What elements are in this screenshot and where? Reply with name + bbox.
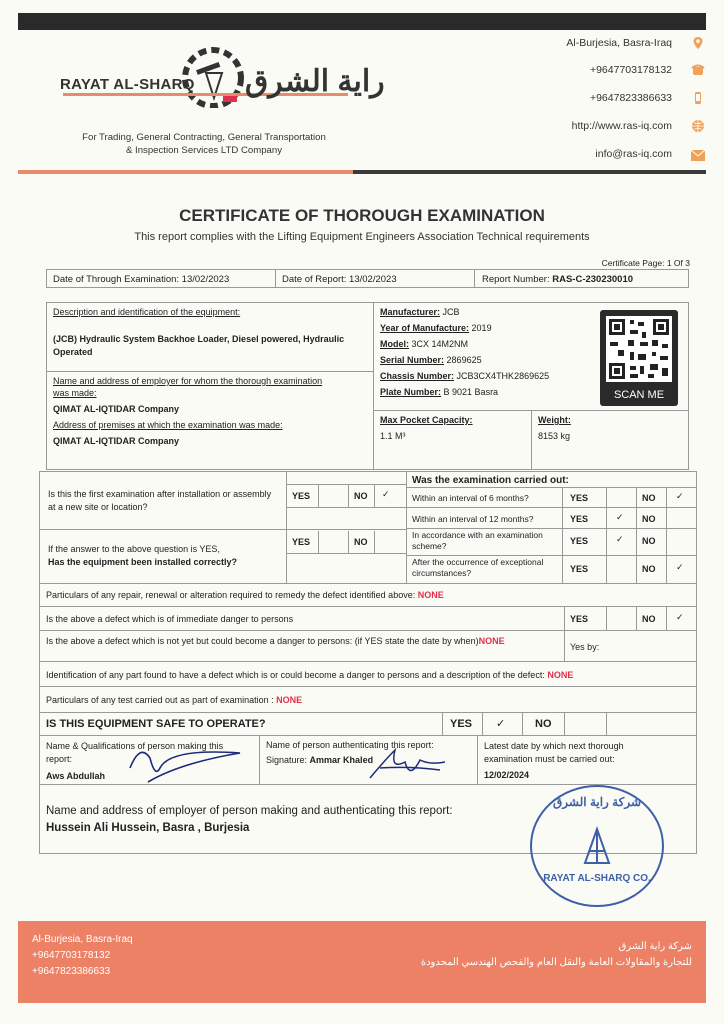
serial [380,355,482,365]
q2-no[interactable]: NO [354,537,368,547]
company-line-1: For Trading, General Contracting, General Transportation [82,132,326,143]
year [380,323,492,333]
q1-no[interactable]: NO [354,491,368,501]
divider [47,371,373,372]
employer-block-label: Name and address of employer of person making and authenticating this report: [46,805,453,817]
r1-yes[interactable]: YES [570,493,589,503]
immediate-yes[interactable]: YES [570,614,589,624]
safe-no[interactable]: NO [535,718,552,730]
weight-value: 8153 kg [538,431,571,441]
report-number [482,274,633,285]
certificate-title: CERTIFICATE OF THOROUGH EXAMINATION [179,206,545,225]
footer-phone-2: +9647823386633 [32,966,111,977]
identification-row [39,661,697,687]
future-danger-text [46,635,556,647]
envelope-icon [691,148,705,159]
equipment-section [46,302,689,470]
qr-code[interactable] [600,310,678,406]
divider [606,487,607,583]
divider [348,531,349,553]
manufacturer [380,307,460,317]
divider [373,303,374,469]
footer-phone-1: +9647703178132 [32,950,111,961]
yes-by-label: Yes by: [570,642,600,652]
footer-address: Al-Burjesia, Basra-Iraq [32,934,133,945]
plate-value: B 9021 Basra [443,387,499,397]
person-value: Aws Abdullah [46,771,106,781]
header-divider-orange [18,170,353,174]
certificate-subtitle: This report complies with the Lifting Equipment Engineers Association Technical requirements [134,231,590,243]
report-number-value: RAS-C-230230010 [552,274,634,285]
company-line-2: & Inspection Services LTD Company [125,144,283,156]
interval-12-months: Within an interval of 12 months? [412,514,534,524]
safe-row [39,712,697,736]
employer-label: Name and address of employer for whom the thorough examination was made: [53,376,323,398]
divider [606,713,607,735]
weight-label: Weight: [538,415,571,425]
equipment-desc-label: Description and identification of the equipment: [53,307,241,317]
identification-text [46,670,573,680]
chassis-value: JCB3CX4THK2869625 [456,371,550,381]
divider [482,713,483,735]
capacity-value: 1.1 M³ [380,431,406,441]
manufacturer-label: Manufacturer: [380,307,441,317]
tests-text [46,695,302,705]
exam-date: Date of Through Examination: 13/02/2023 [53,274,230,285]
report-date: Date of Report: 13/02/2023 [282,274,397,285]
q1-yes[interactable]: YES [292,491,311,501]
identification-none: NONE [547,670,574,680]
divider [406,528,696,529]
question-installed-line-1: If the answer to the above question is YES, [48,544,220,554]
premises-value: QIMAT AL-IQTIDAR Company [53,436,179,446]
telephone-icon [691,63,705,77]
r4-no[interactable]: NO [642,564,656,574]
divider [636,487,637,583]
divider [522,713,523,735]
header-address: Al-Burjesia, Basra-Iraq [566,37,672,49]
person-label: Name & Qualifications of person making this report: [46,741,224,764]
signatures-row [39,735,697,785]
future-danger-label: Is the above a defect which is not yet but could become a danger to persons: (if YES state the date by when) [46,636,479,646]
question-installed-line-2: Has the equipment been installed correctly? [48,557,238,567]
r2-no[interactable]: NO [642,514,656,524]
immediate-no[interactable]: NO [642,614,656,624]
plate [380,387,498,397]
divider [442,713,443,735]
safe-yes-check: ✓ [496,718,506,730]
signature-aws [120,738,250,789]
model-value: 3CX 14M2NM [411,339,469,349]
header-email[interactable]: info@ras-iq.com [595,148,672,160]
scan-me-label: SCAN ME [613,389,665,401]
carried-out-heading: Was the examination carried out: [412,475,569,486]
question-installed [48,543,278,569]
auth-sig-label: Signature: [266,755,308,765]
report-number-label: Report Number: [482,274,550,285]
r3-yes[interactable]: YES [570,536,589,546]
model [380,339,468,349]
identification-label: Identification of any part found to have a defect which is or could become a danger to persons and a description of the defect: [46,670,545,680]
equipment-desc-value: (JCB) Hydraulic System Backhoe Loader, Diesel powered, Hydraulic Operated [53,334,345,357]
divider [348,485,349,507]
r3-yes-check: ✓ [616,534,624,544]
divider [275,270,276,287]
model-label: Model: [380,339,409,349]
divider [474,270,475,287]
divider [318,531,319,553]
divider [406,555,696,556]
immediate-danger-text: Is the above a defect which is of immediate danger to persons [46,614,294,624]
divider [406,487,696,488]
r1-no[interactable]: NO [642,493,656,503]
q2-answer [286,531,406,554]
certificate-page: Certificate Page: 1 Of 3 [601,258,690,268]
examination-scheme: In accordance with an examination scheme? [412,530,543,551]
logo-arabic: راية الشرق [245,65,385,98]
auth-label: Name of person authenticating this report: [266,740,434,750]
immediate-danger-row [39,606,697,631]
chassis [380,371,549,381]
tests-label: Particulars of any test carried out as part of examination : [46,695,274,705]
repair-none: NONE [417,590,444,600]
serial-value: 2869625 [446,355,482,365]
divider [666,607,667,630]
q1-answer [286,484,406,508]
top-bar [18,13,706,30]
premises-label: Address of premises at which the examination was made: [53,420,283,430]
employer-block-value: Hussein Ali Hussein, Basra , Burjesia [46,822,250,834]
next-exam-value: 12/02/2024 [484,770,530,780]
next-exam-label: Latest date by which next thorough examination must be carried out: [484,741,624,764]
footer-arabic [421,939,692,971]
future-danger-none: NONE [478,636,505,646]
q2-yes[interactable]: YES [292,537,311,547]
year-value: 2019 [471,323,492,333]
globe-icon [691,119,705,133]
footer-arabic-line-2: للتجارة والمقاولات العامة والنقل العام والفحص الهندسي المحدودة [420,957,692,968]
divider [531,410,532,469]
divider [318,485,319,507]
manufacturer-value: JCB [442,307,460,317]
employer-value: QIMAT AL-IQTIDAR Company [53,404,179,414]
future-danger-row [39,630,697,662]
location-pin-icon [691,36,705,50]
stamp-text-top: شركة راية الشرق [552,795,642,809]
divider [40,529,406,530]
signature-ammar [360,740,450,789]
divider [564,607,565,630]
q1-no-check: ✓ [382,489,390,499]
capacity-label: Max Pocket Capacity: [380,415,473,425]
r1-no-check: ✓ [676,491,684,501]
r4-yes[interactable]: YES [570,564,589,574]
logo-english: RAYAT AL-SHARQ [60,76,195,93]
header-divider-dark [353,170,706,174]
header-phone-2: +9647823386633 [589,92,672,104]
divider [406,507,696,508]
company-stamp [530,785,664,907]
exam-section [39,471,697,584]
repair-text [46,590,444,600]
divider [374,531,375,553]
r2-yes[interactable]: YES [570,514,589,524]
divider [666,487,667,583]
year-label: Year of Manufacture: [380,323,470,333]
r3-no[interactable]: NO [642,536,656,546]
header-website[interactable]: http://www.ras-iq.com [571,120,672,132]
stamp-text-bottom: RAYAT AL-SHARQ CO. [543,873,651,884]
interval-6-months: Within an interval of 6 months? [412,493,529,503]
immediate-no-check: ✓ [676,612,684,622]
divider [374,485,375,507]
exceptional-circumstances: After the occurrence of exceptional circumstances? [412,557,544,578]
divider [562,487,563,583]
repair-label: Particulars of any repair, renewal or alteration required to remedy the defect identified above: [46,590,416,600]
safe-yes[interactable]: YES [450,718,473,730]
r2-yes-check: ✓ [616,512,624,522]
divider [259,736,260,784]
tests-none: NONE [276,695,303,705]
dates-row [46,269,689,288]
divider [564,713,565,735]
header-phone-1: +9647703178132 [589,64,672,76]
footer-arabic-line-1: شركة راية الشرق [618,941,692,952]
auth-signature [266,755,373,765]
auth-value: Ammar Khaled [309,755,374,765]
company-description [60,132,348,157]
footer [18,921,706,1003]
chassis-label: Chassis Number: [380,371,455,381]
divider [606,607,607,630]
safe-label: IS THIS EQUIPMENT SAFE TO OPERATE? [46,718,266,730]
question-first-exam: Is this the first examination after installation or assembly at a new site or location? [48,489,272,512]
r4-no-check: ✓ [676,562,684,572]
mobile-phone-icon [691,91,705,105]
divider [477,736,478,784]
divider [636,607,637,630]
footer-contacts [32,932,133,980]
serial-label: Serial Number: [380,355,445,365]
divider [564,631,565,661]
repair-row [39,583,697,607]
plate-label: Plate Number: [380,387,442,397]
tests-row [39,686,697,713]
